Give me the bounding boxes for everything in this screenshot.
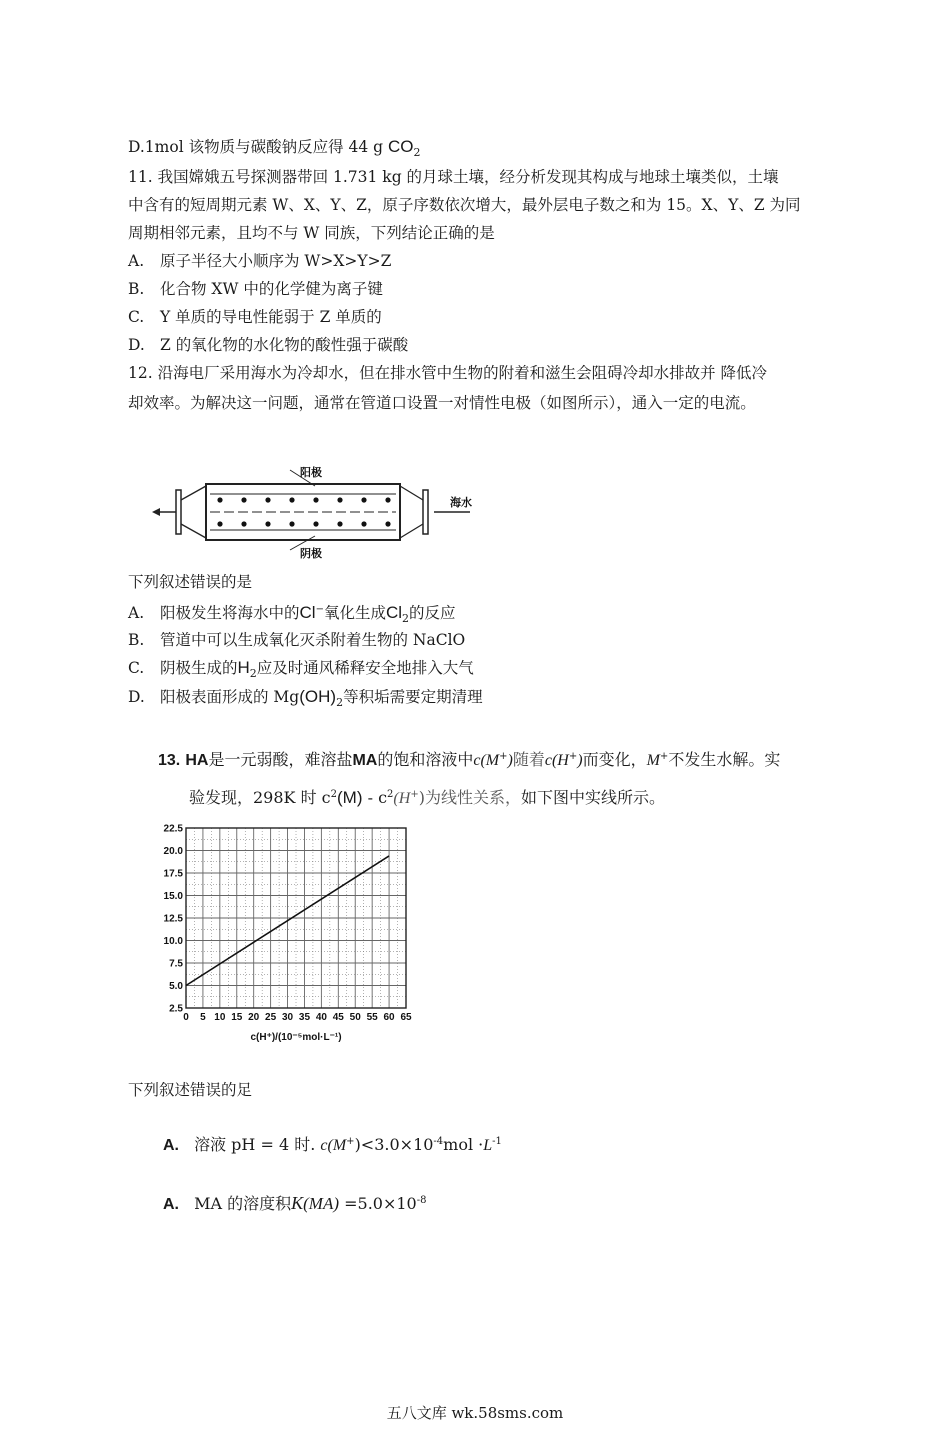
option-text: 管道中可以生成氧化灭杀附着生物的 NaClO — [160, 631, 466, 649]
pipe-electrode-diagram — [150, 460, 490, 560]
chloride-charge: − — [315, 604, 324, 615]
option-text: 应及时通风稀释安全地排入大气 — [256, 659, 474, 677]
unit-l: L — [483, 1137, 493, 1154]
plus-sup: + — [346, 1136, 355, 1147]
x-tick-labels — [183, 1012, 412, 1023]
y-tick-labels — [164, 824, 184, 1015]
x-tick-label: 25 — [265, 1012, 277, 1023]
q11-option-a — [128, 250, 391, 272]
q12-option-b — [128, 629, 465, 651]
option-text: 阳极表面形成的 Mg — [160, 688, 300, 706]
q11-stem-line2: 中含有的短周期元素 W、X、Y、Z，原子序数依次增大，最外层电子数之和为 15。X、Y、Z 为同 — [128, 196, 801, 214]
plus-sup: + — [499, 751, 508, 762]
stem-text: 随着 — [512, 750, 545, 769]
hydroxide-subscript: 2 — [336, 696, 344, 709]
option-text: 化合物 XW 中的化学健为离子键 — [160, 280, 383, 298]
unit-exp-sup: -1 — [492, 1136, 502, 1147]
unit-text: mol · — [443, 1135, 484, 1154]
k-symbol: K — [291, 1193, 304, 1213]
x-tick-label: 50 — [349, 1012, 361, 1023]
hydrogen-formula: H — [237, 658, 250, 677]
y-tick-label: 2.5 — [169, 1003, 183, 1015]
plus-sup: + — [659, 751, 669, 762]
cm-expr: c(M — [320, 1137, 347, 1154]
option-text: MA 的溶度积 — [194, 1194, 292, 1213]
y-tick-label: 22.5 — [163, 823, 183, 835]
m-term: (M) — [337, 788, 363, 807]
x-tick-label: 30 — [281, 1012, 294, 1023]
stem-text: 是一元弱酸，难溶盐 — [208, 750, 353, 769]
y-tick-label: 7.5 — [169, 958, 183, 970]
stem-text: 而变化， — [582, 750, 647, 769]
y-tick-label: 17.5 — [163, 868, 183, 880]
q13-stem-line2 — [189, 784, 665, 810]
q13-number: 13. — [158, 752, 181, 769]
value-text: )<3.0×10 — [354, 1135, 434, 1154]
x-tick-label: 0 — [183, 1012, 189, 1023]
q11-option-d — [128, 334, 408, 356]
x-tick-label: 20 — [248, 1012, 260, 1023]
q11-option-c — [128, 306, 382, 328]
option-text: 溶液 pH = 4 时. — [194, 1135, 316, 1154]
ch-expr: c(H — [544, 752, 569, 769]
option-label: D. — [128, 336, 145, 354]
option-text: 原子半径大小顺序为 W>X>Y>Z — [160, 252, 392, 270]
x-tick-label: 55 — [366, 1012, 378, 1023]
q11-stem-line1: 11. 我国嫦娥五号探测器带回 1.731 kg 的月球土壤，经分析发现其构成与地球土壤类似，土壤 — [128, 168, 779, 186]
square-sup: 2 — [387, 789, 394, 800]
q13-option-b — [163, 1190, 426, 1216]
ma-term: (MA) — [303, 1194, 340, 1213]
chloride-formula: Cl — [299, 603, 316, 622]
close-paren: ) — [577, 752, 583, 769]
q12-option-d — [128, 686, 483, 714]
x-tick-label: 45 — [332, 1012, 344, 1023]
option-label: C. — [128, 659, 145, 677]
square-sup: 2 — [330, 789, 338, 800]
exp-sup: -4 — [433, 1136, 444, 1147]
option-text: Y 单质的导电性能弱于 Z 单质的 — [160, 308, 382, 326]
q13-stem-line1 — [158, 746, 780, 772]
option-label: B. — [128, 280, 145, 298]
chlorine-formula: Cl — [385, 603, 403, 622]
ha-formula: HA — [185, 752, 209, 769]
option-label: D. — [128, 688, 145, 706]
plus-sup: + — [410, 789, 419, 800]
x-tick-label: 60 — [383, 1012, 395, 1023]
q11-stem-line3: 周期相邻元素，且均不与 W 同族，下列结论正确的是 — [128, 224, 495, 242]
stem-text: )为线性关系， — [418, 788, 521, 807]
exp-sup: -8 — [416, 1195, 427, 1206]
q12-stem-line1: 12. 沿海电厂采用海水为冷却水，但在排水管中生物的附着和滋生会阻碍冷却水排故并 降低冷 — [128, 364, 768, 382]
close-paren: ) — [507, 752, 513, 769]
q12-option-c — [128, 657, 474, 685]
option-text: 阳极发生将海水中的 — [160, 604, 300, 622]
cm-expr: c(M — [473, 752, 500, 769]
q12-question: 下列叙述错误的是 — [128, 573, 253, 591]
q11-option-b — [128, 278, 383, 300]
q12-option-a — [128, 599, 456, 630]
plus-sup: + — [568, 751, 578, 762]
co2-formula: CO — [388, 137, 414, 156]
value-text: =5.0×10 — [339, 1194, 417, 1213]
h-term: (H — [393, 790, 411, 807]
hydroxide-formula: (OH) — [299, 687, 337, 706]
option-text: 阴极生成的 — [160, 659, 238, 677]
chlorine-subscript: 2 — [402, 612, 410, 625]
cathode-label: 阴极 — [300, 548, 322, 560]
y-tick-label: 12.5 — [163, 913, 183, 925]
q13-question: 下列叙述错误的足 — [128, 1081, 253, 1099]
y-tick-label: 5.0 — [169, 981, 183, 992]
option-text: 等积垢需要定期清理 — [343, 688, 483, 706]
x-tick-label: 65 — [400, 1012, 412, 1023]
stem-text: 验发现，298K 时 c — [189, 788, 331, 807]
x-tick-label: 10 — [214, 1012, 226, 1023]
x-tick-label: 5 — [200, 1012, 206, 1023]
stem-text: 不发生水解。实 — [668, 750, 781, 769]
m-ion: M — [646, 752, 660, 769]
option-label: C. — [128, 308, 145, 326]
hydrogen-subscript: 2 — [249, 667, 257, 680]
option-text: 的反应 — [409, 604, 456, 622]
q12-stem-line2: 却效率。为解决这一问题，通常在管道口设置一对情性电极（如图所示），通入一定的电流。 — [128, 394, 756, 412]
y-tick-label: 10.0 — [163, 936, 183, 947]
option-label: A. — [163, 1137, 179, 1154]
stem-text: 如下图中实线所示。 — [520, 788, 665, 807]
option-text: Z 的氧化物的水化物的酸性强于碳酸 — [160, 336, 409, 354]
stem-text: 的饱和溶液中 — [377, 750, 474, 769]
anode-label: 阳极 — [300, 467, 322, 479]
q10-option-d — [128, 136, 421, 164]
x-tick-label: 15 — [231, 1012, 243, 1023]
seawater-label: 海水 — [450, 497, 472, 509]
option-label: A. — [128, 604, 145, 622]
linear-relation-chart — [150, 818, 430, 1050]
y-tick-label: 15.0 — [163, 891, 183, 902]
q13-option-a — [163, 1131, 502, 1157]
q10-option-d-text: D.1mol 该物质与碳酸钠反应得 44 g — [128, 138, 389, 156]
y-tick-label: 20.0 — [163, 846, 183, 857]
option-label: A. — [128, 252, 145, 270]
option-text: 氧化生成 — [323, 604, 386, 622]
x-tick-label: 40 — [315, 1012, 327, 1023]
stem-text: - c — [362, 788, 388, 807]
option-label: A. — [163, 1196, 179, 1213]
x-tick-label: 35 — [298, 1012, 311, 1023]
ma-formula: MA — [352, 752, 378, 769]
chart-grid — [186, 828, 406, 1008]
x-axis-label: c(H⁺)/(10⁻⁵mol·L⁻¹) — [250, 1032, 342, 1043]
footer-watermark: 五八文库 wk.58sms.com — [386, 1404, 564, 1422]
option-label: B. — [128, 631, 145, 649]
co2-subscript: 2 — [413, 146, 421, 159]
